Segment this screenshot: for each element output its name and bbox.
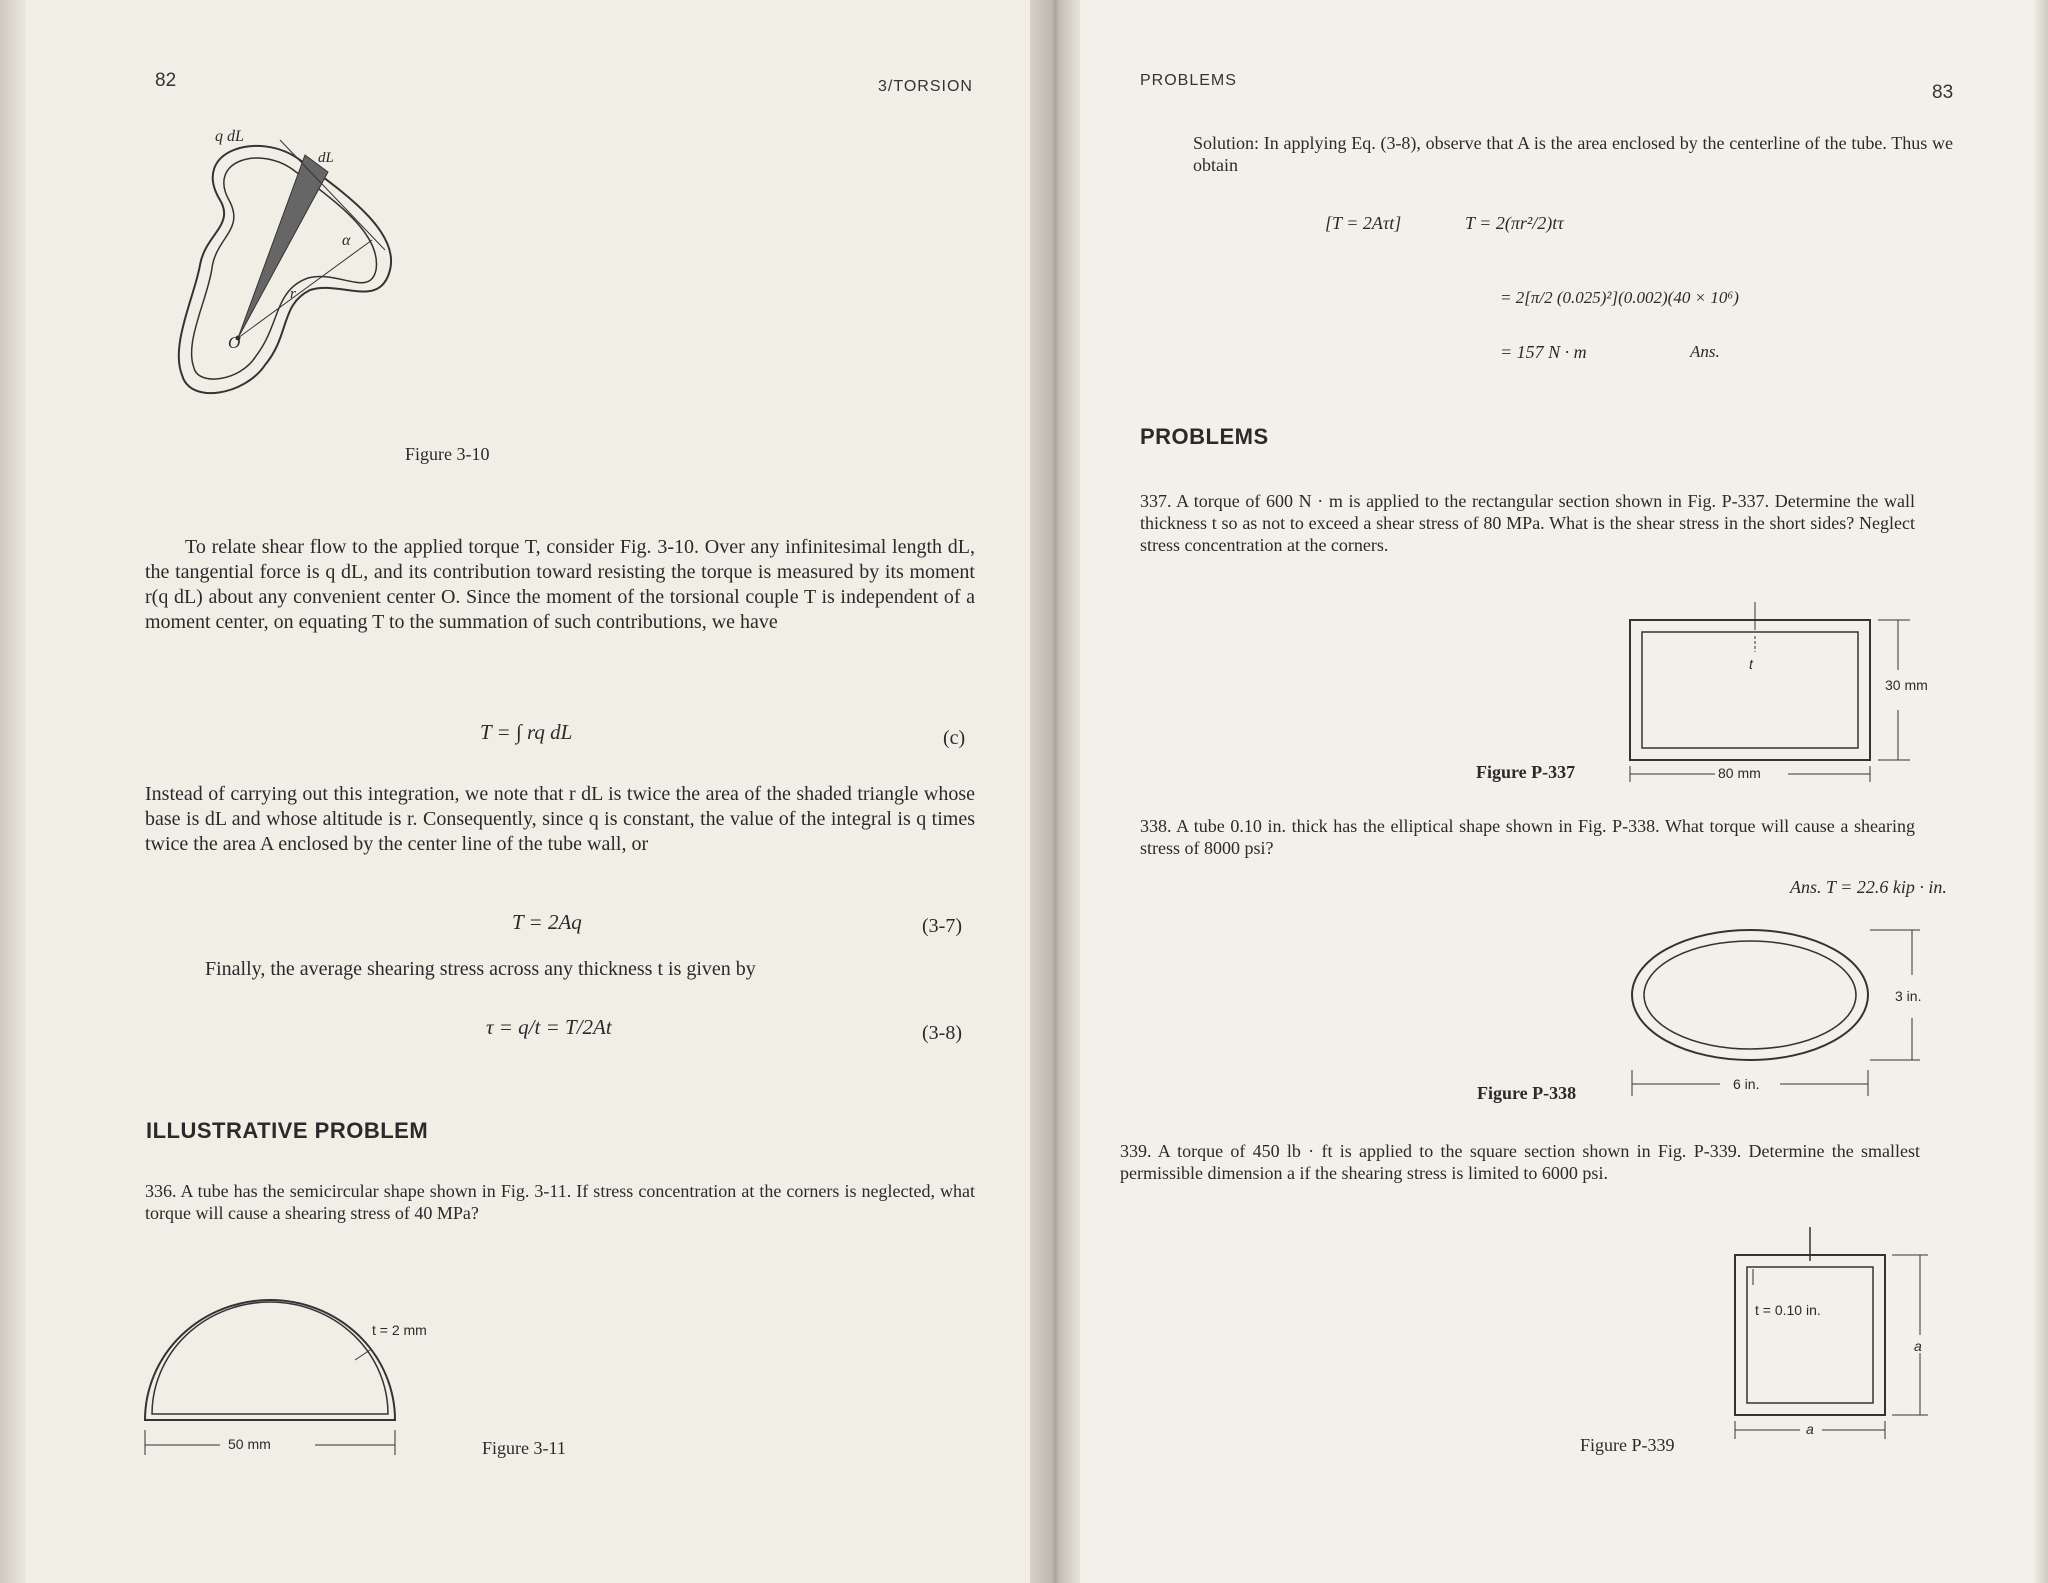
fig310-label-o: O (228, 333, 241, 352)
equation-c-number: (c) (943, 727, 966, 749)
solution-intro: Solution: In applying Eq. (3-8), observe that A is the area enclosed by the centerline of the tube. Thus we obtain (1193, 133, 1953, 175)
problem-338-answer: Ans. T = 22.6 kip · in. (1790, 877, 1947, 897)
fig310-label-alpha: α (342, 232, 351, 249)
right-page-edge (2034, 0, 2048, 1583)
left-page-edge (0, 0, 26, 1583)
problem-336: 336. A tube has the semicircular shape shown in Fig. 3-11. If stress concentration at the corners is neglected, what torque will cause a shearing stress of 40 MPa? (145, 1181, 975, 1223)
solution-answer-label: Ans. (1690, 342, 1720, 361)
figure-p-338 (1630, 920, 1950, 1100)
fig337-caption: Figure P-337 (1476, 762, 1576, 782)
solution-line-2: = 2[π/2 (0.025)²](0.002)(40 × 10⁶) (1500, 288, 1739, 307)
equation-3-8-number: (3-8) (922, 1022, 962, 1044)
problem-339: 339. A torque of 450 lb · ft is applied to the square section shown in Fig. P-339. Determine the smallest permissible dimension a if the shearing stress is limited to 6000 psi. (1120, 1141, 1920, 1183)
left-page-number: 82 (155, 70, 177, 91)
illustrative-problem-title: ILLUSTRATIVE PROBLEM (146, 1118, 429, 1143)
figure-3-10 (150, 120, 410, 450)
problems-title: PROBLEMS (1140, 424, 1269, 449)
fig339-caption: Figure P-339 (1580, 1435, 1675, 1455)
paragraph-integration: Instead of carrying out this integration, we note that r dL is twice the area of the shaded triangle whose base is dL and whose altitude is r. Consequently, since q is constant, the value of the integral is q times twice the area A enclosed by the center line of the tube wall, or (145, 783, 975, 855)
right-page-number: 83 (1932, 82, 1954, 103)
left-running-head: 3/TORSION (878, 78, 973, 95)
fig337-label-t: t (1749, 656, 1753, 672)
problem-337: 337. A torque of 600 N · m is applied to the rectangular section shown in Fig. P-337. Determine the wall thickness t so as not to exceed a shear stress of 80 MPa. What is the shear stress in the short sides? Neglect stress concentration at the corners. (1140, 491, 1915, 555)
paragraph-shear-flow: To relate shear flow to the applied torque T, consider Fig. 3-10. Over any infinitesimal length dL, the tangential force is q dL, and its contribution toward resisting the torque is measured by its moment r(q dL) about any convenient center O. Since the moment of the torsional couple T is independent of a moment center, on equating T to the summation of such contributions, we have (145, 536, 975, 633)
figure-p-337 (1620, 600, 1950, 790)
problem-338: 338. A tube 0.10 in. thick has the elliptical shape shown in Fig. P-338. What torque will cause a shearing stress of 8000 psi? (1140, 816, 1915, 858)
solution-line-1: T = 2(πr²/2)tτ (1465, 213, 1564, 233)
fig311-label-thickness: t = 2 mm (372, 1322, 427, 1338)
fig310-label-r: r (290, 286, 296, 302)
fig339-label-a-bottom: a (1806, 1421, 1814, 1437)
equation-3-8: τ = q/t = T/2At (486, 1015, 612, 1039)
fig311-caption: Figure 3-11 (482, 1438, 566, 1458)
paragraph-average-stress: Finally, the average shearing stress across any thickness t is given by (205, 958, 756, 980)
figure-3-11 (140, 1280, 400, 1460)
book-gutter (1030, 0, 1080, 1583)
fig337-label-width: 80 mm (1718, 765, 1761, 781)
equation-3-7: T = 2Aq (512, 910, 582, 934)
equation-3-7-number: (3-7) (922, 915, 962, 937)
fig339-label-t: t = 0.10 in. (1755, 1302, 1821, 1318)
fig338-caption: Figure P-338 (1477, 1083, 1577, 1103)
fig310-label-qdl: q dL (215, 128, 244, 145)
solution-reference: [T = 2Aτt] (1325, 213, 1402, 233)
fig338-label-width: 6 in. (1733, 1076, 1760, 1092)
fig339-label-a-side: a (1914, 1338, 1922, 1354)
figure-p-339 (1730, 1225, 1930, 1455)
fig311-label-width: 50 mm (228, 1436, 271, 1452)
right-running-head: PROBLEMS (1140, 72, 1237, 89)
fig338-label-height: 3 in. (1895, 988, 1922, 1004)
fig310-caption: Figure 3-10 (405, 444, 490, 464)
equation-c: T = ∫ rq dL (480, 720, 573, 744)
fig337-label-height: 30 mm (1885, 677, 1928, 693)
solution-line-3: = 157 N · m (1500, 342, 1587, 362)
fig310-label-dl: dL (318, 150, 334, 166)
